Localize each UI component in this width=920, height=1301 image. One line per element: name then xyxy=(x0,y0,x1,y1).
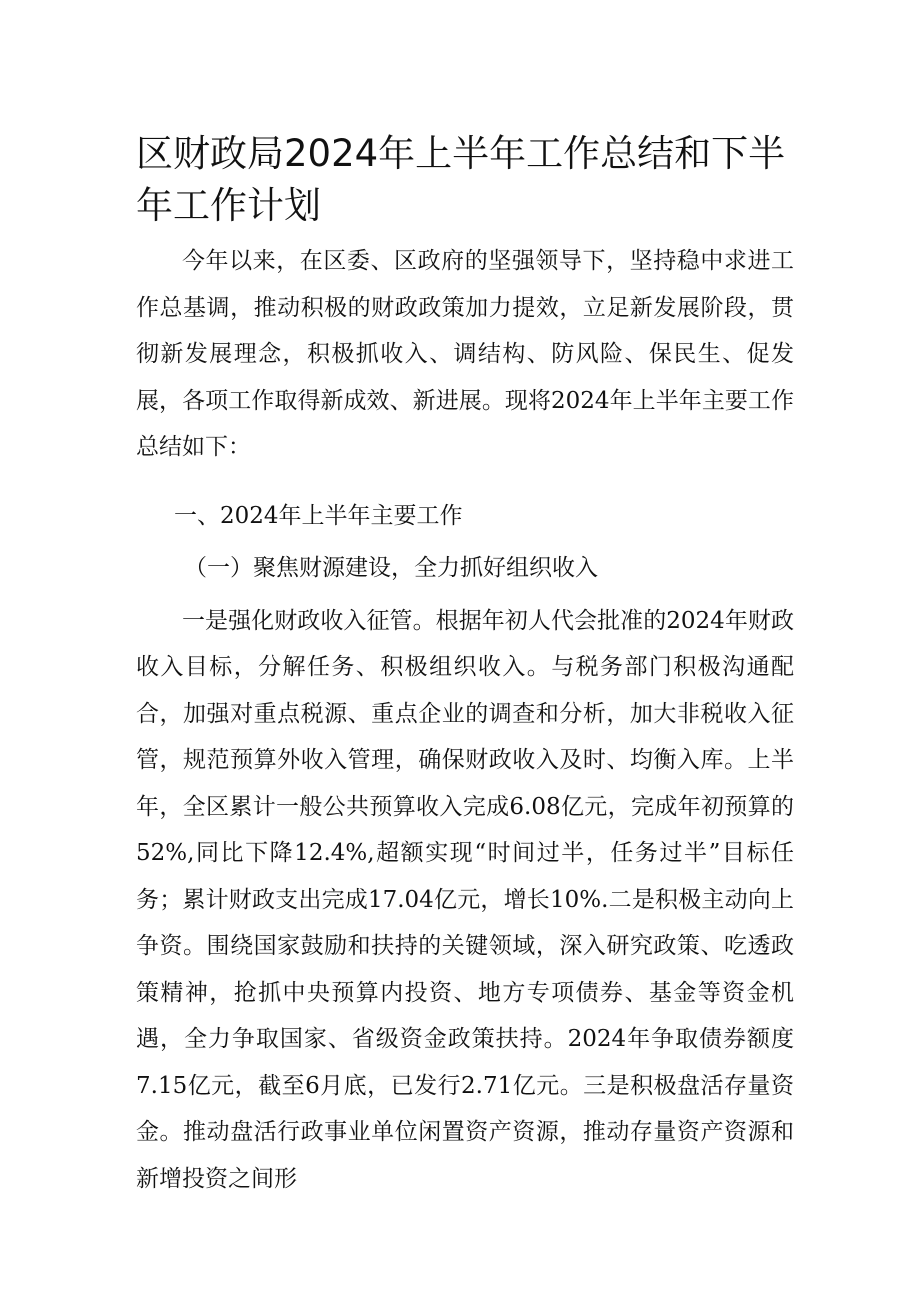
section-heading: 一、2024年上半年主要工作 xyxy=(174,502,463,529)
intro-paragraph: 今年以来，在区委、区政府的坚强领导下，坚持稳中求进工作总基调，推动积极的财政政策加力提效，立足新发展阶段，贯彻新发展理念，积极抓收入、调结构、防风险、保民生、促发展，各项工作取得新成效、新进展。现将2024年上半年主要工作总结如下： xyxy=(136,248,794,460)
document-title: 区财政局2024年上半年工作总结和下半年工作计划 xyxy=(136,132,786,227)
body-paragraph: 一是强化财政收入征管。根据年初人代会批准的2024年财政收入目标，分解任务、积极组织收入。与税务部门积极沟通配合，加强对重点税源、重点企业的调查和分析，加大非税收入征管，规范预算外收入管理，确保财政收入及时、均衡入库。上半年，全区累计一般公共预算收入完成6.08亿元，完成年初预算的52%,同比下降12.4%,超额实现“时间过半，任务过半”目标任务；累计财政支出完成17.04亿元，增长10%.二是积极主动向上争资。围绕国家鼓励和扶持的关键领域，深入研究政策、吃透政策精神，抢抓中央预算内投资、地方专项债券、基金等资金机遇，全力争取国家、省级资金政策扶持。2024年争取债券额度7.15亿元，截至6月底，已发行2.71亿元。三是积极盘活存量资金。推动盘活行政事业单位闲置资产资源，推动存量资产资源和新增投资之间形 xyxy=(136,607,794,1192)
document-body xyxy=(136,238,794,1202)
subsection-heading: （一）聚焦财源建设，全力抓好组织收入 xyxy=(184,555,598,581)
